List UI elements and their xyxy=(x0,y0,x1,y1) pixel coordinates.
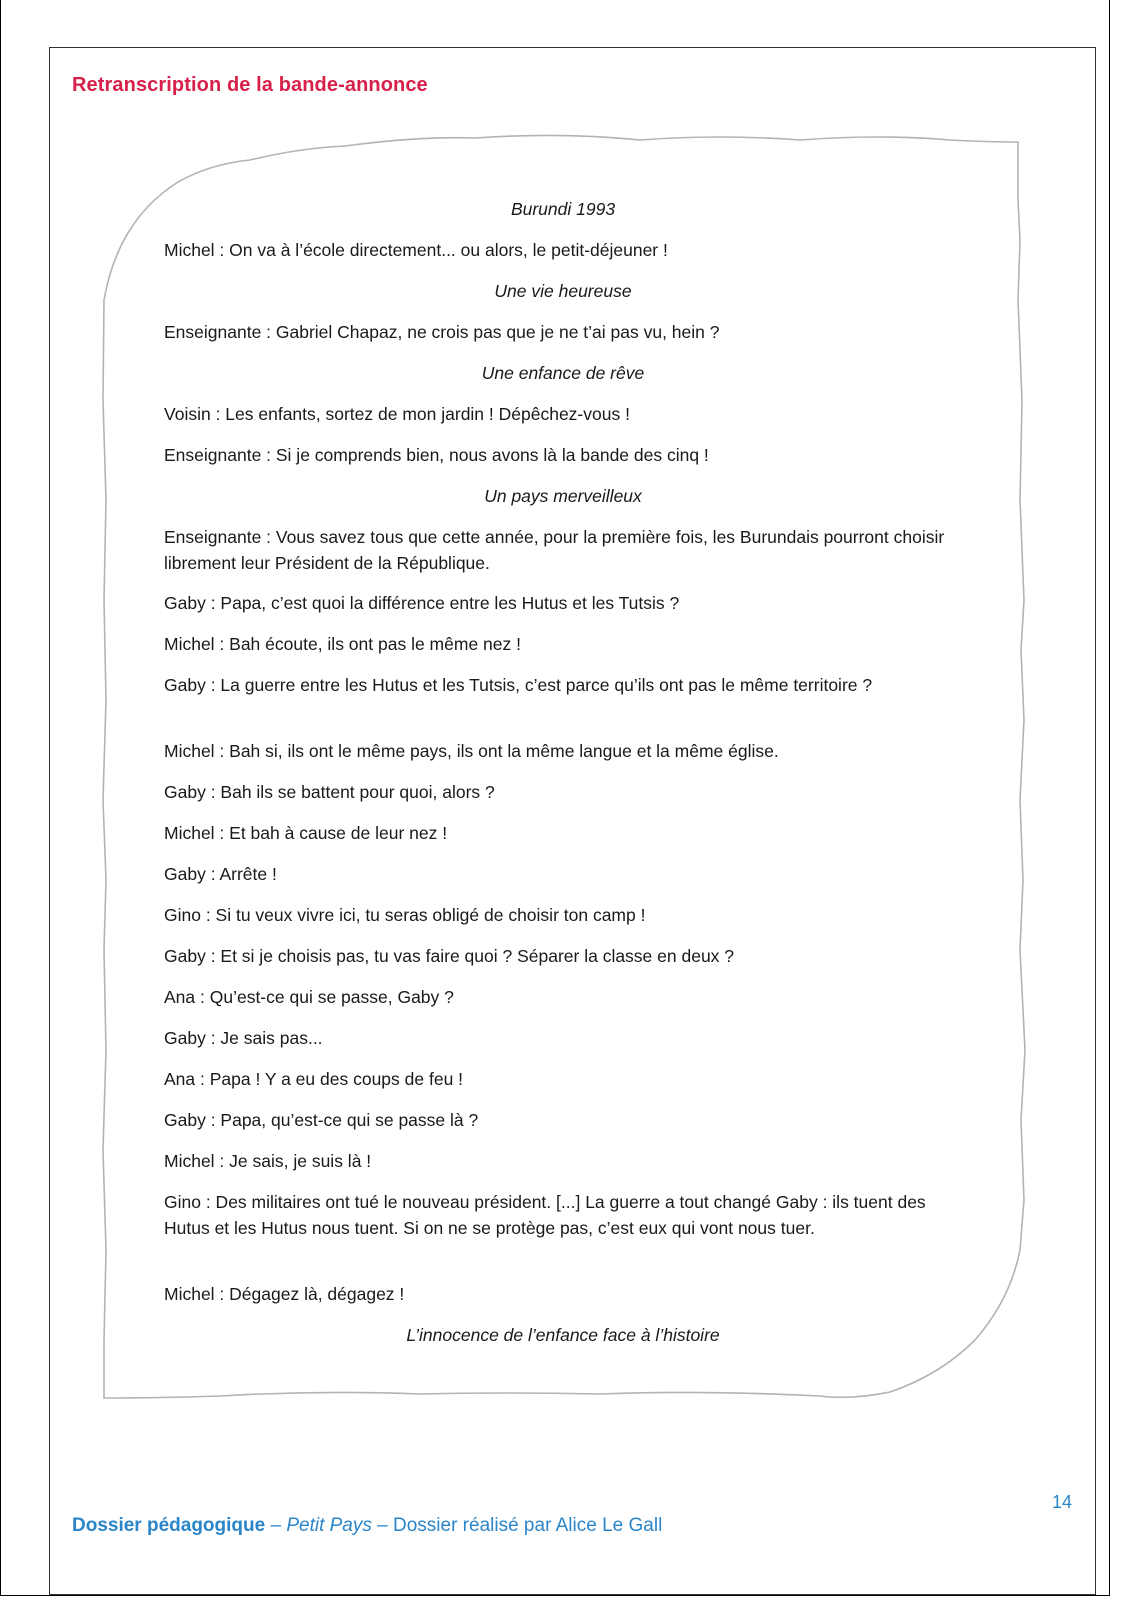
transcript-line: Michel : Bah si, ils ont le même pays, ils ont la même langue et la même église. xyxy=(164,741,779,761)
footer-separator: – xyxy=(371,1515,393,1536)
footer-film-title: Petit Pays xyxy=(286,1515,372,1536)
transcript-line: Michel : Dégagez là, dégagez ! xyxy=(164,1284,405,1304)
transcript-line: Enseignante : Gabriel Chapaz, ne crois pas que je ne t’ai pas vu, hein ? xyxy=(164,322,720,342)
transcript-line: Gaby : Bah ils se battent pour quoi, alors ? xyxy=(164,782,495,802)
transcript-line: Gaby : Papa, qu’est-ce qui se passe là ? xyxy=(164,1110,479,1130)
transcript-line: Gaby : Arrête ! xyxy=(164,864,277,884)
transcript-line: Michel : On va à l’école directement... ou alors, le petit-déjeuner ! xyxy=(164,240,668,260)
transcript-caption: Une vie heureuse xyxy=(494,281,632,301)
transcript-line: Voisin : Les enfants, sortez de mon jardin ! Dépêchez-vous ! xyxy=(164,404,630,424)
transcript-caption: Une enfance de rêve xyxy=(481,363,645,383)
footer xyxy=(72,1515,662,1537)
transcript-line: Michel : Bah écoute, ils ont pas le même nez ! xyxy=(164,634,521,654)
transcript-caption: L’innocence de l’enfance face à l’histoire xyxy=(406,1325,720,1345)
footer-separator: – xyxy=(265,1515,287,1536)
footer-credit: Dossier réalisé par Alice Le Gall xyxy=(393,1515,663,1536)
transcript-line: Enseignante : Si je comprends bien, nous avons là la bande des cinq ! xyxy=(164,445,709,465)
section-title: Retranscription de la bande-annonce xyxy=(72,74,428,96)
transcript-line: Gino : Des militaires ont tué le nouveau président. [...] La guerre a tout changé Gaby : ils tuent des Hutus et les Hutus nous tuent. Si on ne se protège pas, c’est eux qui vont nous tuer. xyxy=(164,1192,926,1238)
transcript-line: Gaby : La guerre entre les Hutus et les Tutsis, c’est parce qu’ils ont pas le même territoire ? xyxy=(164,675,873,695)
transcript-line: Enseignante : Vous savez tous que cette année, pour la première fois, les Burundais pourront choisir librement leur Président de la République. xyxy=(164,527,945,573)
transcript-line: Gaby : Je sais pas... xyxy=(164,1028,323,1048)
transcript-line: Ana : Papa ! Y a eu des coups de feu ! xyxy=(164,1069,464,1089)
transcript-line: Gino : Si tu veux vivre ici, tu seras obligé de choisir ton camp ! xyxy=(164,905,646,925)
transcript-line: Michel : Et bah à cause de leur nez ! xyxy=(164,823,448,843)
transcript-line: Ana : Qu’est-ce qui se passe, Gaby ? xyxy=(164,987,454,1007)
transcript-line: Gaby : Papa, c’est quoi la différence entre les Hutus et les Tutsis ? xyxy=(164,593,680,613)
transcript-caption: Burundi 1993 xyxy=(510,199,616,219)
page-number: 14 xyxy=(1051,1492,1072,1512)
footer-label: Dossier pédagogique xyxy=(72,1515,266,1536)
transcript-line: Michel : Je sais, je suis là ! xyxy=(164,1151,372,1171)
transcript-caption: Un pays merveilleux xyxy=(484,486,642,506)
transcript-line: Gaby : Et si je choisis pas, tu vas faire quoi ? Séparer la classe en deux ? xyxy=(164,946,735,966)
